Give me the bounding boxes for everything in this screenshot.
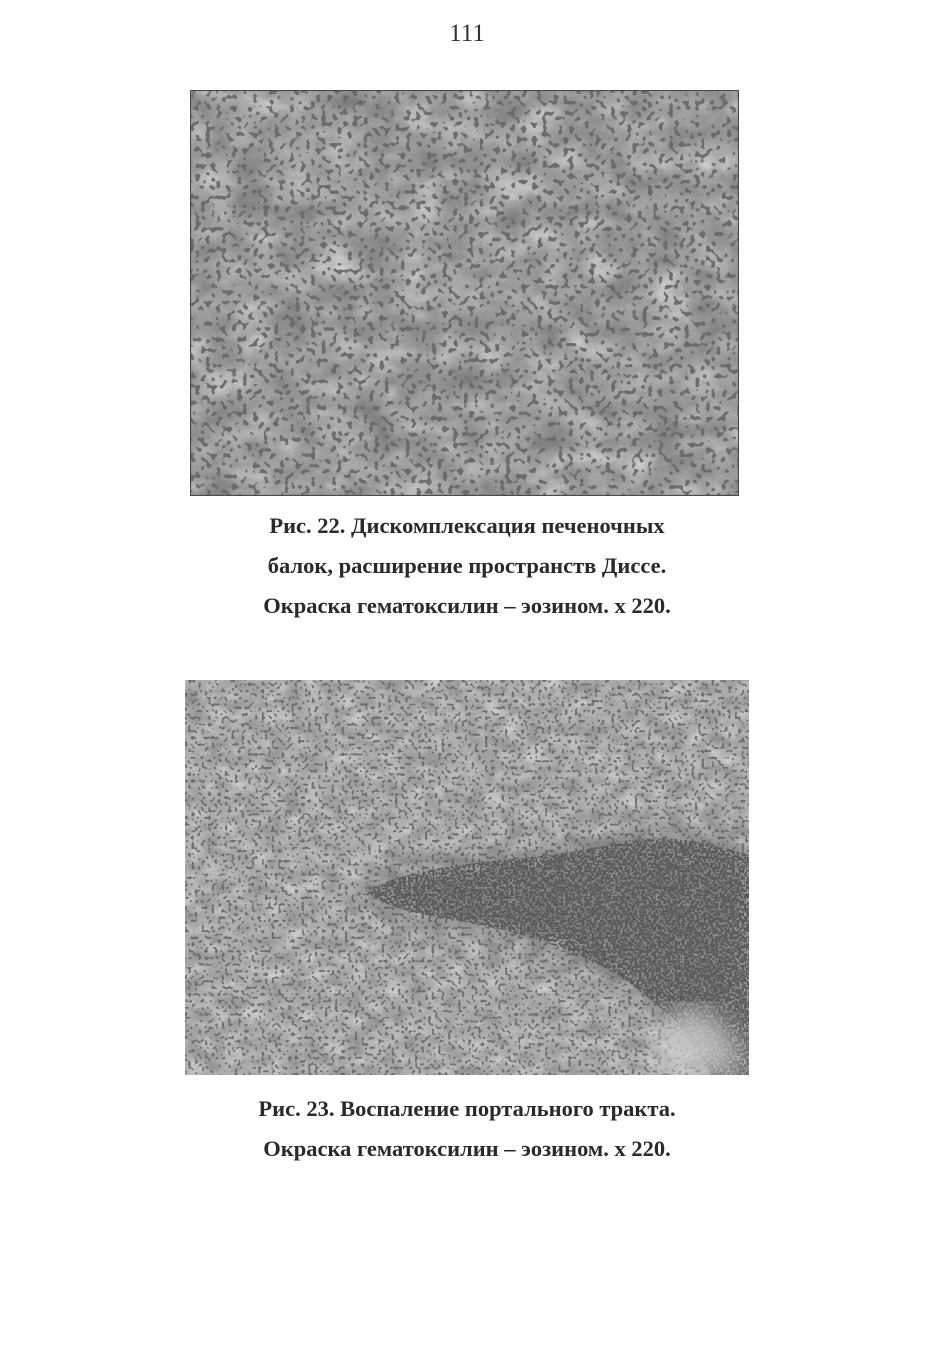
caption-line: Рис. 22. Дискомплексация печеночных xyxy=(269,513,665,538)
page-number: 111 xyxy=(449,20,485,47)
caption-line: Окраска гематоксилин – эозином. х 220. xyxy=(263,593,671,618)
caption-line: Рис. 23. Воспаление портального тракта. xyxy=(258,1096,676,1121)
figure-22-micrograph xyxy=(190,90,739,496)
figure-23-micrograph xyxy=(185,680,749,1075)
caption-line: Окраска гематоксилин – эозином. х 220. xyxy=(263,1136,671,1161)
caption-line: балок, расширение пространств Диссе. xyxy=(267,553,667,578)
figure-23-caption xyxy=(0,1089,934,1169)
figure-22-caption xyxy=(0,506,934,626)
